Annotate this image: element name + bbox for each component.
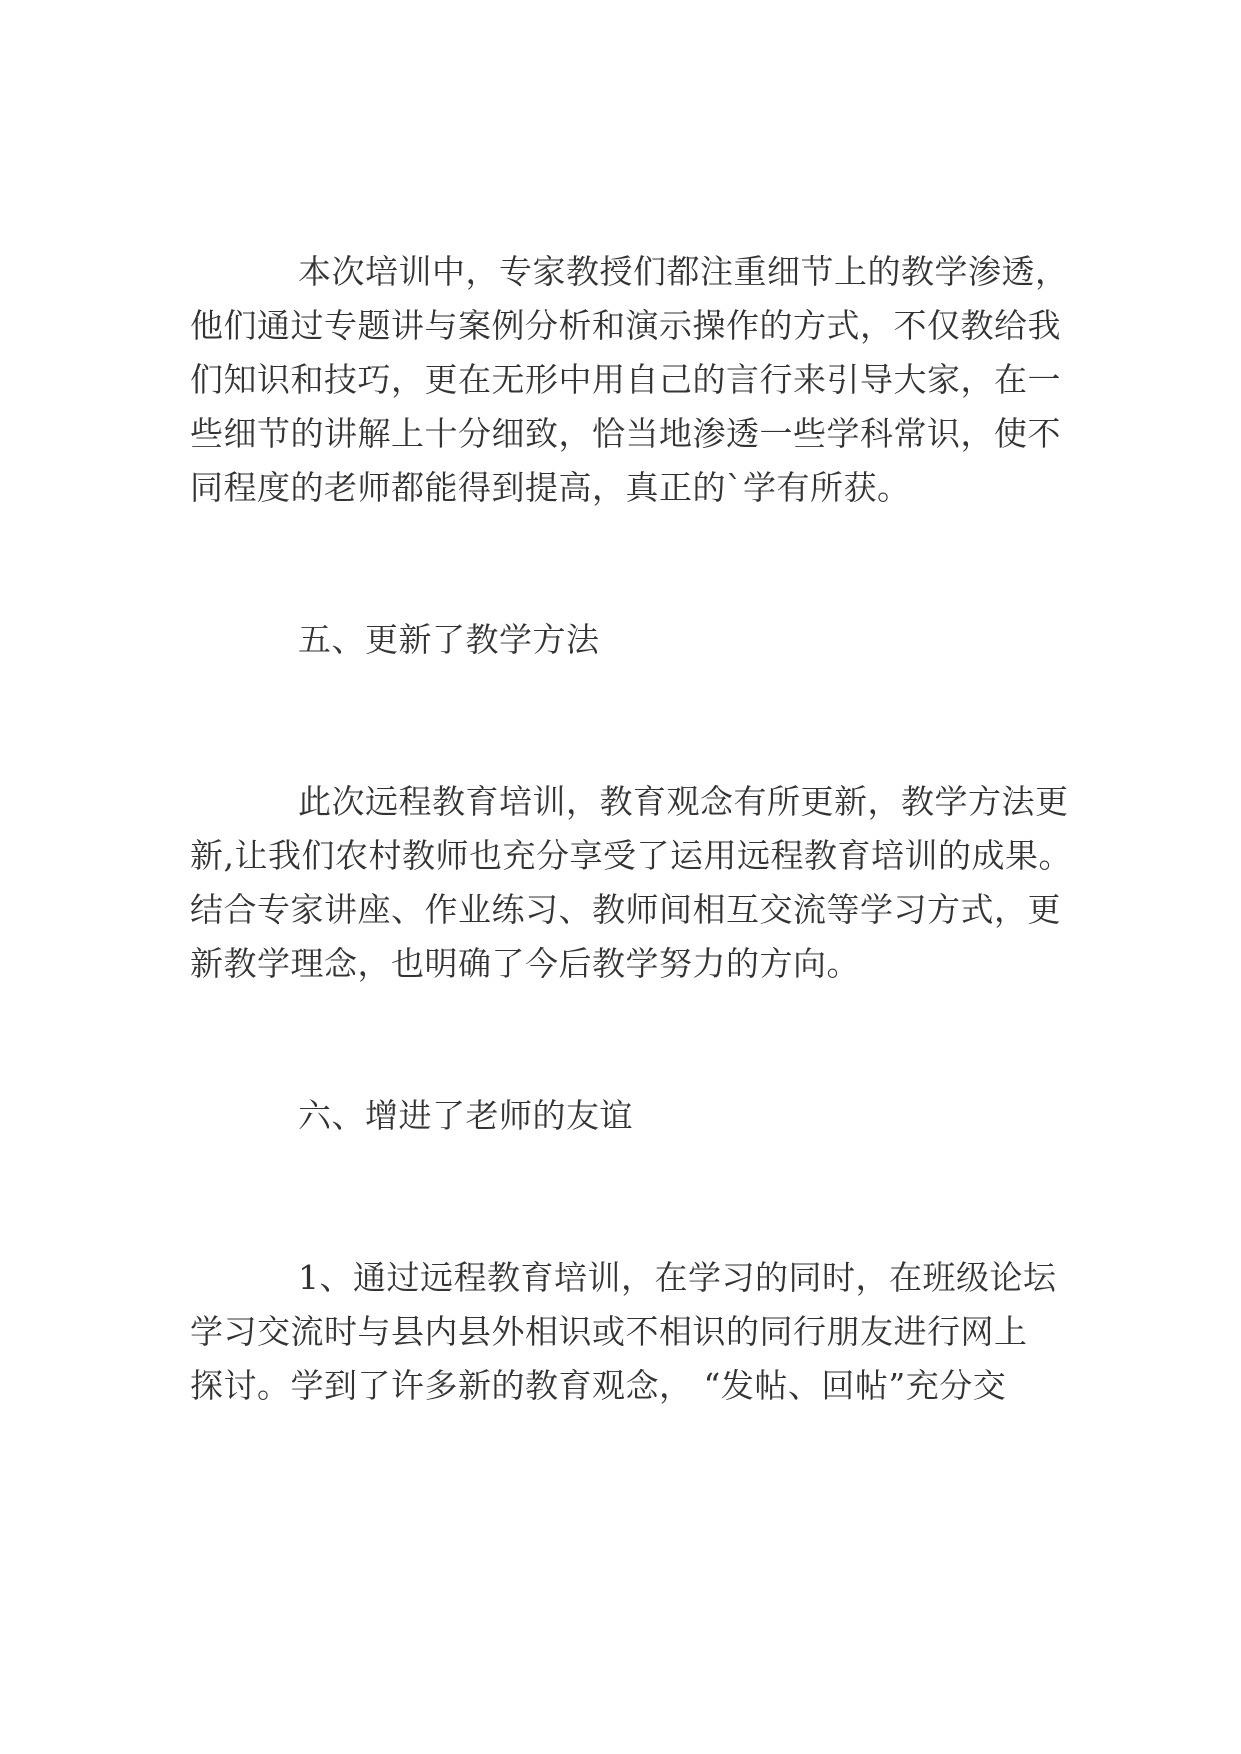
paragraph-2-line-1: 此次远程教育培训，教育观念有所更新，教学方法更 [298,782,1069,821]
paragraph-2-line-4: 新教学理念，也明确了今后教学努力的方向。 [190,944,860,983]
paragraph-3-line-3: 探讨。学到了许多新的教育观念， “发帖、回帖”充分交 [190,1366,1007,1405]
paragraph-2-line-2: 新,让我们农村教师也充分享受了运用远程教育培训的成果。 [190,836,1072,875]
paragraph-1-line-3: 们知识和技巧，更在无形中用自己的言行来引导大家，在一 [190,360,1061,399]
section-heading-5: 五、更新了教学方法 [298,620,600,659]
paragraph-2-line-3: 结合专家讲座、作业练习、教师间相互交流等学习方式，更 [190,890,1061,929]
paragraph-3-line-1: 1、通过远程教育培训，在学习的同时，在班级论坛 [298,1258,1057,1297]
paragraph-3-line-2: 学习交流时与县内县外相识或不相识的同行朋友进行网上 [190,1312,1028,1351]
paragraph-1-line-1: 本次培训中，专家教授们都注重细节上的教学渗透， [298,252,1069,291]
paragraph-1-line-5: 同程度的老师都能得到提高，真正的`学有所获。 [190,468,911,507]
paragraph-1-line-2: 他们通过专题讲与案例分析和演示操作的方式，不仅教给我 [190,306,1061,345]
section-heading-6: 六、增进了老师的友谊 [298,1096,633,1135]
paragraph-1-line-4: 些细节的讲解上十分细致，恰当地渗透一些学科常识，使不 [190,414,1061,453]
